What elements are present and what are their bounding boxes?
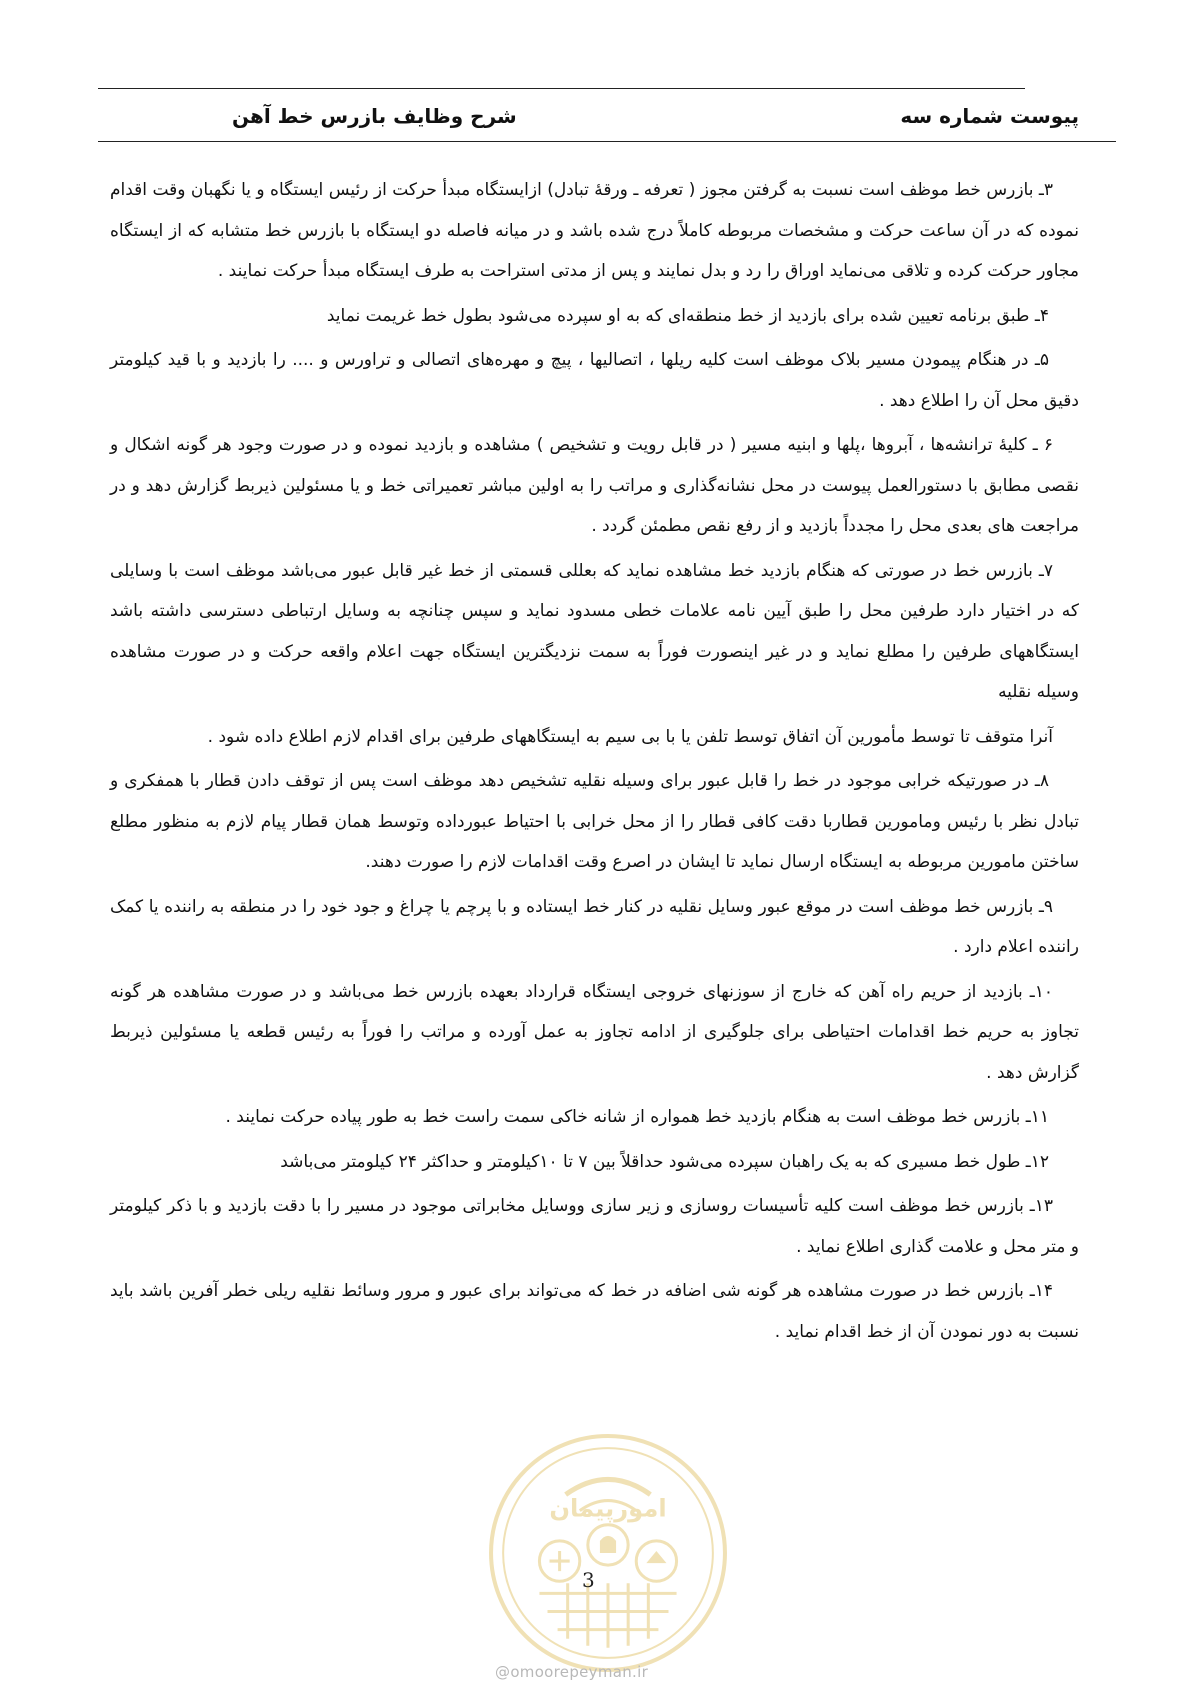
paragraph-3: ۳ـ بازرس خط موظف است نسبت به گرفتن مجوز ( تعرفه ـ ورقهٔ تبادل) ازایستگاه مبدأ حرکت از رئیس ایستگاه و یا نگهبان وقت اقدام نموده که در آن ساعت حرکت و مشخصات مربوطه کاملاً درج شده باشد و در میانه فاصله دو ایستگاه با بازرس خط متشابه که از ایستگاه مجاور حرکت کرده و تلاقی می‌نماید اوراق را رد و بدل نمایند و پس از مدتی استراحت به طرف ایستگاه مبدأ حرکت نمایند . <box>110 180 1079 281</box>
paragraph-4: ۴ـ طبق برنامه تعیین شده برای بازدید از خط منطقه‌ای که به او سپرده می‌شود بطول خط غریمت نماید <box>326 305 1049 326</box>
paragraph-14: ۱۴ـ بازرس خط در صورت مشاهده هر گونه شی اضافه در خط که می‌تواند برای عبور و مرور وسائط نقلیه ریلی خطر آفرین باشد باید نسبت به دور نمودن آن از خط اقدام نماید . <box>110 1281 1079 1342</box>
annex-title: پیوست شماره سه <box>900 104 1079 128</box>
paragraph-8: ۸ـ در صورتیکه خرابی موجود در خط را قابل عبور برای وسیله نقلیه تشخیص دهد موظف است پس از توقف دادن قطار با همفکری و تبادل نظر با رئیس ومامورین قطاربا دقت کافی قطار را از محل خرابی با احتیاط عبورداده وتوسط همان قطار پیام لازم به منظور مطلع ساختن مامورین مربوطه به ایستگاه ارسال نماید تا ایشان در اصرع وقت اقدامات لازم را صورت دهند. <box>110 771 1079 872</box>
document-title: شرح وظایف بازرس خط آهن <box>232 104 517 128</box>
paragraph-5: ۵ـ در هنگام پیمودن مسیر بلاک موظف است کلیه ریلها ، اتصالیها ، پیچ و مهره‌های اتصالی و تراورس و .... را بازدید و با قید کیلومتر دقیق محل آن را اطلاع دهد . <box>110 350 1079 411</box>
page-number: 3 <box>582 1568 595 1592</box>
watermark-text: امورپیمان <box>549 1494 667 1523</box>
paragraph-11: ۱۱ـ بازرس خط موظف است به هنگام بازدید خط همواره از شانه خاکی سمت راست خط به طور پیاده حرکت نمایند . <box>225 1107 1049 1127</box>
website-watermark <box>495 1663 648 1681</box>
paragraph-13: ۱۳ـ بازرس خط موظف است کلیه تأسیسات روسازی و زیر سازی ووسایل مخابراتی موجود در مسیر را با دقت بازدید و با ذکر کیلومتر و متر محل و علامت گذاری اطلاع نماید . <box>110 1196 1079 1257</box>
paragraph-9: ۹ـ بازرس خط موظف است در موقع عبور وسایل نقلیه در کنار خط ایستاده و با پرچم یا چراغ و جود خود را در منطقه به راننده یا کمک راننده اعلام دارد . <box>110 896 1079 957</box>
watermark-seal-icon <box>487 1432 729 1674</box>
paragraph-7: ۷ـ بازرس خط در صورتی که هنگام بازدید خط مشاهده نماید که بعللی قسمتی از خط غیر قابل عبور می‌باشد موظف است با وسایلی که در اختیار دارد طرفین محل را طبق آیین نامه علامات خطی مسدود نماید و سپس چنانچه به وسایل ارتباطی دسترسی داشته باشد ایستگاههای طرفین را مطلع نماید و در غیر اینصورت فوراً به سمت نزدیگترین ایستگاه جهت اعلام واقعه حرکت و در صورت مشاهده وسیله نقلیه <box>110 560 1079 702</box>
at-icon: @ <box>495 1663 511 1681</box>
website-url: omoorepeyman.ir <box>510 1663 649 1681</box>
paragraph-6: ۶ ـ کلیهٔ ترانشه‌ها ، آبروها ،پلها و ابنیه مسیر ( در قابل رویت و تشخیص ) مشاهده و بازدید نموده و در صورت وجود هر گونه اشکال و نقصی مطابق با دستورالعمل پیوست در محل نشانه‌گذاری و مراتب را به اولین مباشر تعمیراتی خط و یا مسئولین ذیربط گزارش دهد و در مراجعت های بعدی محل را مجدداً بازدید و از رفع نقص مطمئن گردد . <box>110 435 1079 536</box>
paragraph-7-continued: آنرا متوقف تا توسط مأمورین آن اتفاق توسط تلفن یا با بی سیم به ایستگاههای طرفین برای اقدام لازم اطلاع داده شود . <box>207 726 1053 747</box>
top-rule <box>98 88 1025 89</box>
paragraph-12: ۱۲ـ طول خط مسیری که به یک راهبان سپرده می‌شود حداقلاً بین ۷ تا ۱۰کیلومتر و حداکثر ۲۴ کیلومتر می‌باشد <box>280 1151 1049 1172</box>
paragraph-10: ۱۰ـ بازدید از حریم راه آهن که خارج از سوزنهای خروجی ایستگاه قرارداد بعهده بازرس خط می‌باشد و در صورت مشاهده هر گونه تجاوز به حریم خط اقدامات احتیاطی برای جلوگیری از ادامه تجاوز به عمل آورده و مراتب را فوراً به رئیس قطعه یا مسئولین ذیربط گزارش دهد . <box>110 981 1079 1083</box>
document-body <box>110 170 1079 1356</box>
header-rule <box>98 141 1116 142</box>
